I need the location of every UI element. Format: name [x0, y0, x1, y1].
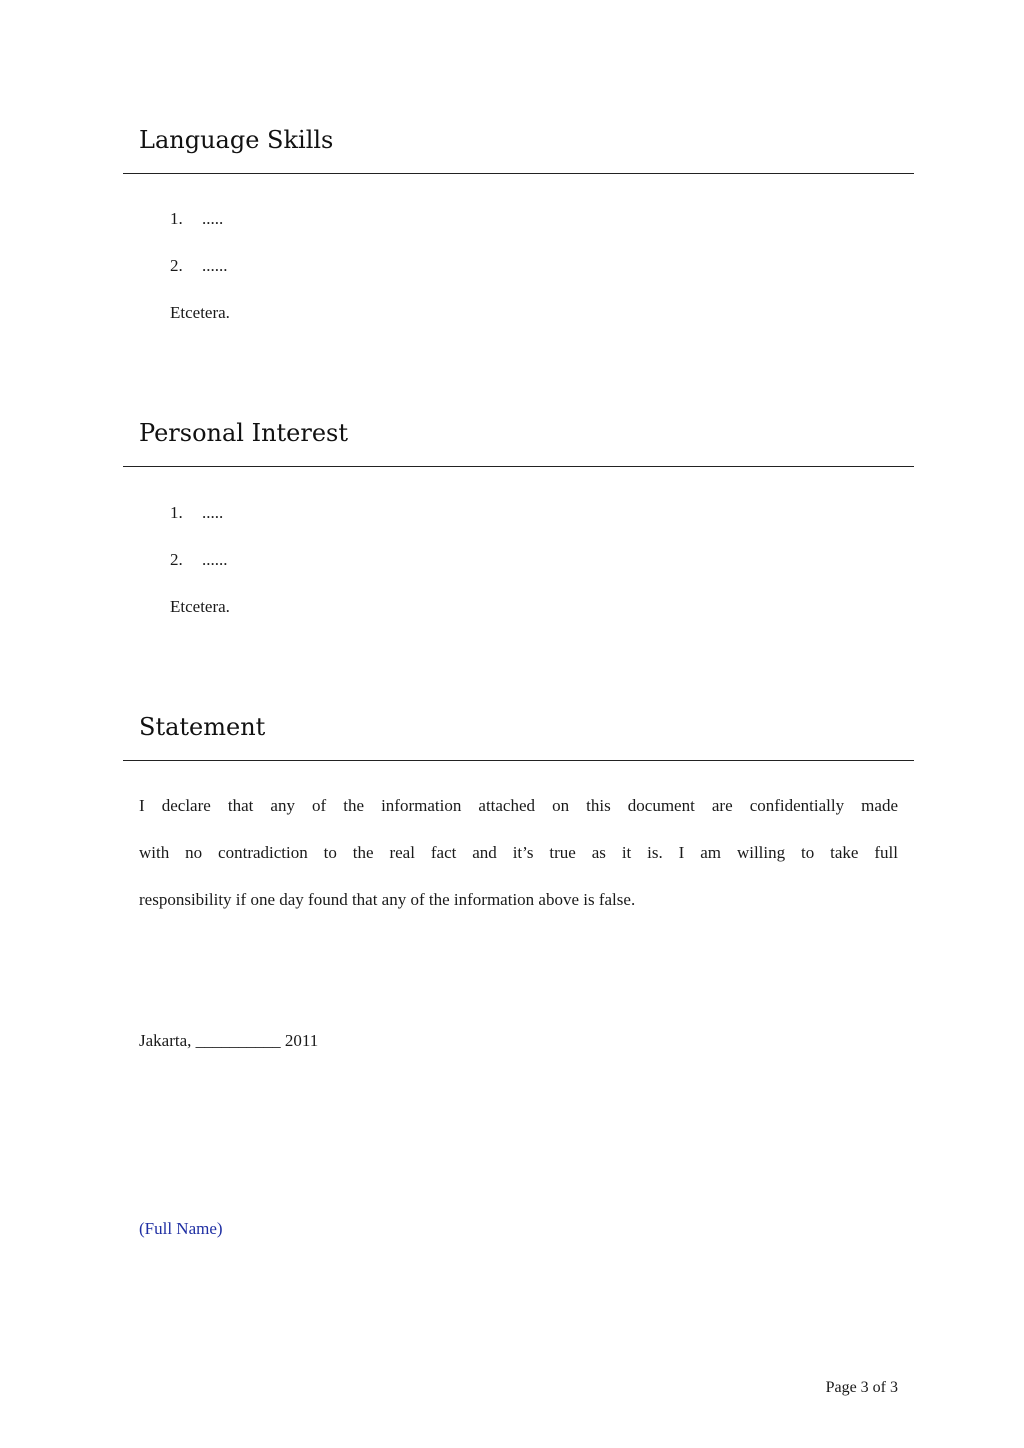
list-item-text: ..... [202, 503, 224, 522]
section-divider [123, 173, 914, 174]
list-item-number: 1. [170, 209, 183, 228]
list-item [170, 504, 223, 521]
statement-line: I declare that any of the information attached on this document are confidentially made [139, 796, 898, 815]
list-item-text: ...... [202, 256, 228, 275]
list-item [170, 210, 223, 227]
list-item-number: 2. [170, 256, 183, 275]
list-etcetera: Etcetera. [170, 303, 230, 322]
list-item-number: 1. [170, 503, 183, 522]
list-item [170, 551, 228, 568]
statement-line: responsibility if one day found that any of the information above is false. [139, 890, 636, 909]
section-divider [123, 760, 914, 761]
section-title-personal-interest: Personal Interest [139, 419, 349, 447]
full-name-placeholder: (Full Name) [139, 1219, 223, 1238]
list-item [170, 257, 228, 274]
section-title-statement: Statement [139, 713, 266, 741]
page-number: Page 3 of 3 [825, 1379, 898, 1396]
statement-line: with no contradiction to the real fact and it’s true as it is. I am willing to take full [139, 843, 898, 862]
section-title-language-skills: Language Skills [139, 126, 334, 154]
list-item-number: 2. [170, 550, 183, 569]
list-etcetera: Etcetera. [170, 597, 230, 616]
place-date-line: Jakarta, __________ 2011 [139, 1031, 319, 1050]
list-item-text: ...... [202, 550, 228, 569]
list-item-text: ..... [202, 209, 224, 228]
section-divider [123, 466, 914, 467]
